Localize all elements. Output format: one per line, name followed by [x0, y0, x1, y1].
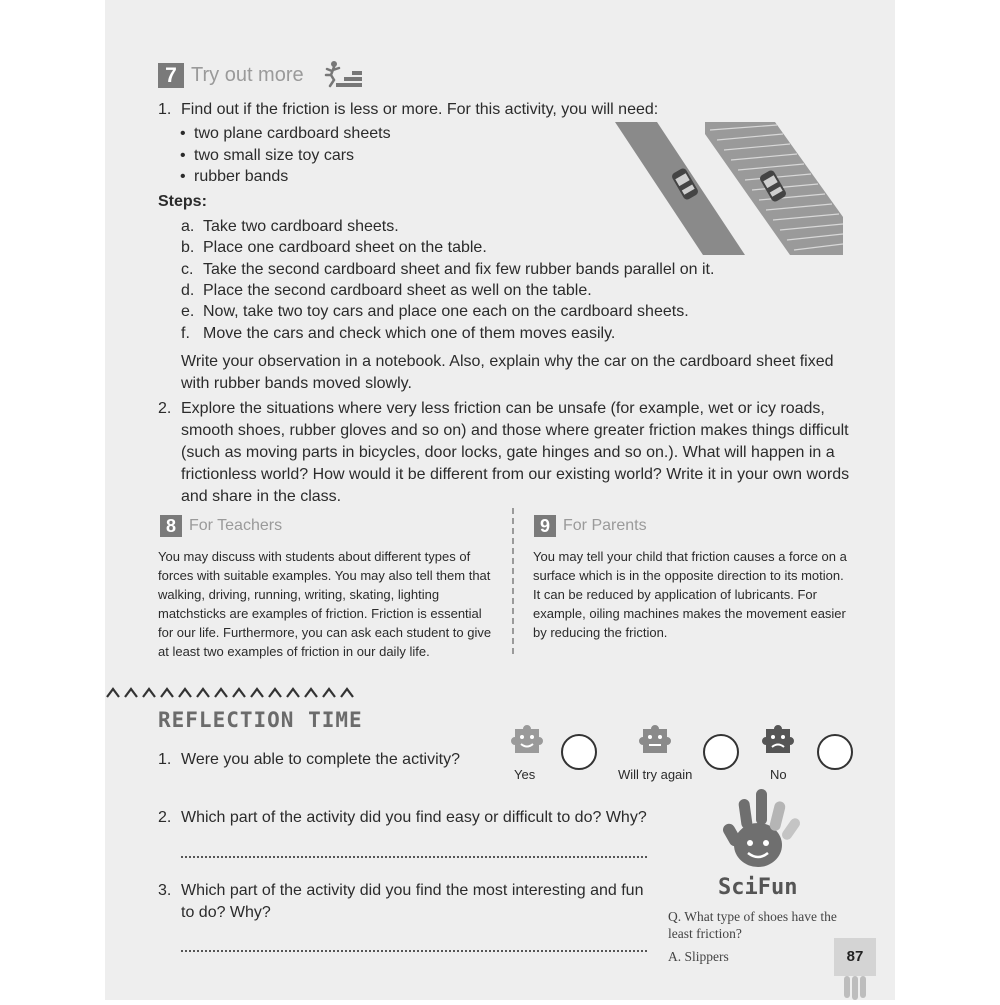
- activity-2-marker: 2.: [158, 400, 172, 417]
- section-number-badge: 7: [158, 63, 184, 88]
- parents-header: [534, 515, 647, 537]
- step-marker: e.: [181, 303, 195, 320]
- section-title: For Teachers: [189, 517, 283, 534]
- yes-option-label: Yes: [514, 767, 536, 782]
- page-tab-decoration: [840, 976, 870, 1000]
- reflection-title: REFLECTION TIME: [158, 708, 363, 732]
- will-try-again-option-label: Will try again: [618, 767, 693, 782]
- bullet: •: [180, 147, 186, 164]
- activity-2-text: Explore the situations where very less friction can be unsafe (for example, wet or icy roads, smooth shoes, rubber gloves and so on) and those where greater friction makes things difficult (such as moving parts in bicycles, door locks, gate hinges and so on.). What will happen in a frictionless world? How would it be different from our existing world? Write it in your own words and share in the class.: [181, 400, 850, 505]
- q1-text: Were you able to complete the activity?: [181, 751, 460, 768]
- teachers-text: You may discuss with students about different types of forces with suitable examples. You may also tell them that walking, driving, running, writing, skating, lighting matchsticks are examples of friction. Friction is essential for our life. Furthermore, you can ask each student to give at least two examples of friction in our daily life.: [158, 549, 492, 659]
- section-7-header: [158, 61, 362, 89]
- step-text: Take the second cardboard sheet and fix few rubber bands parallel on it.: [203, 261, 715, 278]
- material-item: rubber bands: [194, 168, 289, 185]
- step-marker: c.: [181, 261, 194, 278]
- q3-marker: 3.: [158, 882, 172, 899]
- teachers-header: [160, 515, 282, 537]
- no-option-label: No: [770, 767, 787, 782]
- q1-marker: 1.: [158, 751, 172, 768]
- step-text: Now, take two toy cars and place one each on the cardboard sheets.: [203, 303, 689, 320]
- q2-answer-line[interactable]: [181, 856, 647, 858]
- stairs-runner-icon: [322, 61, 362, 89]
- section-number-badge: 9: [534, 515, 556, 537]
- sad-puzzle-face-icon: [760, 725, 796, 757]
- scifun-answer: A. Slippers: [668, 949, 729, 964]
- step-text: Place one cardboard sheet on the table.: [203, 239, 487, 256]
- q2-marker: 2.: [158, 809, 172, 826]
- activity-1-marker: 1.: [158, 101, 172, 118]
- steps-heading: Steps:: [158, 193, 207, 210]
- hand-print-icon: [712, 787, 812, 877]
- material-item: two small size toy cars: [194, 147, 355, 164]
- no-option-circle[interactable]: [817, 734, 853, 770]
- neutral-puzzle-face-icon: [637, 725, 673, 757]
- activity-1-intro: Find out if the friction is less or more. For this activity, you will need:: [181, 101, 659, 118]
- bullet: •: [180, 168, 186, 185]
- happy-puzzle-face-icon: [509, 725, 545, 757]
- zigzag-decoration: [105, 686, 360, 698]
- q2-text: Which part of the activity did you find easy or difficult to do? Why?: [181, 809, 647, 826]
- step-marker: a.: [181, 218, 195, 235]
- scifun-title: SciFun: [718, 875, 798, 900]
- step-text: Move the cars and check which one of them moves easily.: [203, 325, 616, 342]
- parents-text: You may tell your child that friction causes a force on a surface which is in the opposite direction to its motion. It can be reduced by application of lubricants. For example, oiling machines makes the movement easier by reducing the friction.: [533, 549, 847, 640]
- will-try-again-option-circle[interactable]: [703, 734, 739, 770]
- section-number-badge: 8: [160, 515, 182, 537]
- column-divider: [512, 508, 514, 654]
- page-number: 87: [846, 948, 864, 965]
- material-item: two plane cardboard sheets: [194, 125, 391, 142]
- q3-text: Which part of the activity did you find the most interesting and fun to do? Why?: [181, 882, 644, 921]
- step-marker: d.: [181, 282, 195, 299]
- q3-answer-line[interactable]: [181, 950, 647, 952]
- step-text: Take two cardboard sheets.: [203, 218, 399, 235]
- section-title: For Parents: [563, 517, 647, 534]
- step-text: Place the second cardboard sheet as well on the table.: [203, 282, 592, 299]
- step-marker: f.: [181, 325, 190, 342]
- yes-option-circle[interactable]: [561, 734, 597, 770]
- bullet: •: [180, 125, 186, 142]
- cardboard-cars-illustration: [615, 122, 843, 255]
- section-title: Try out more: [191, 63, 304, 86]
- step-marker: b.: [181, 239, 195, 256]
- scifun-question: Q. What type of shoes have the least friction?: [668, 909, 837, 941]
- observation-text: Write your observation in a notebook. Also, explain why the car on the cardboard sheet fixed with rubber bands moved slowly.: [181, 353, 834, 392]
